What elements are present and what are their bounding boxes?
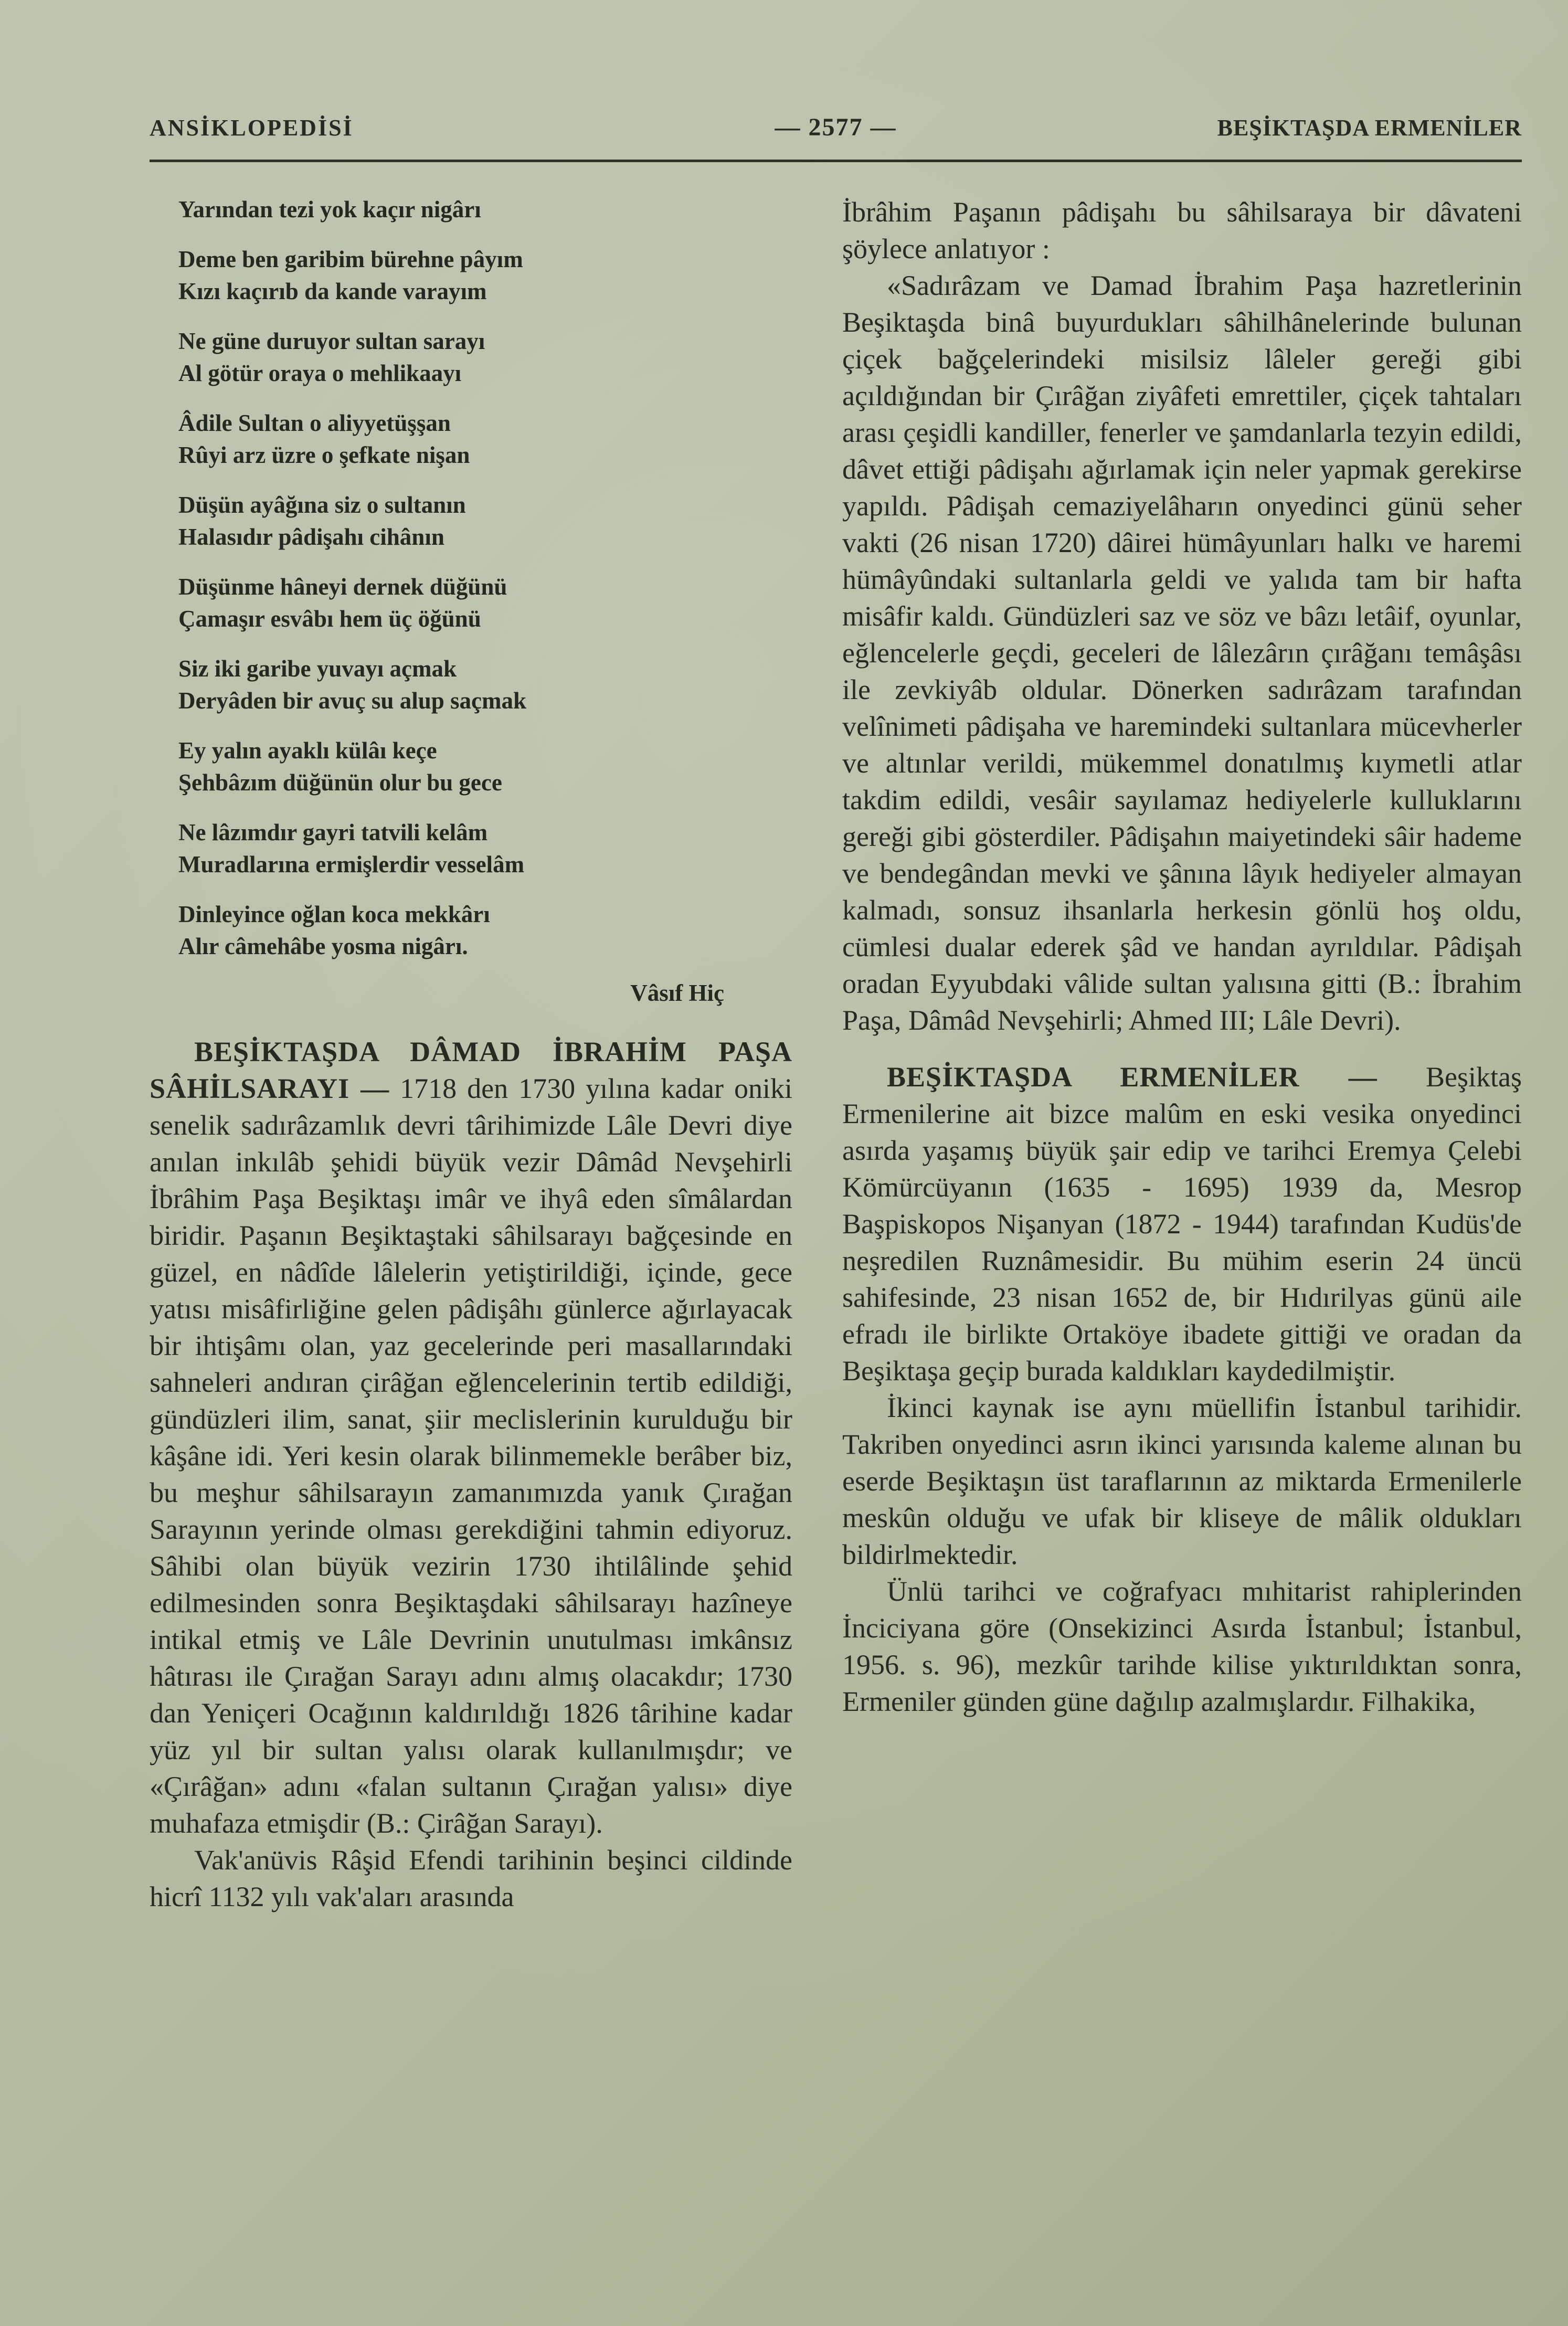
header-divider	[150, 160, 1522, 162]
poem-line: Rûyi arz üzre o şefkate nişan	[178, 442, 470, 468]
article2-text: Beşiktaş Ermenilerine ait bizce malûm en eski vesika onyedinci asırda yaşamış büyük şair edip ve tarihci Eremya Çelebi Kömürcüyanın (1635 - 1695) 1939 da, Mesrop Başpiskopos Nişanyan (1872 - 1944) tarafından Kudüs'de neşredilen Ruznâmesidir. Bu mühim eserin 24 üncü sahifesinde, 23 nisan 1652 de, bir Hıdırilyas günü aile efradı ile birlikte Ortaköye ibadete gittiği ve oradan da Beşiktaşa geçip burada kaldıkları kaydedilmiştir.	[842, 1061, 1522, 1387]
poem-line: Kızı kaçırıb da kande varayım	[178, 278, 487, 304]
poem-stanza	[178, 244, 792, 308]
article-damad-ibrahim-pasa-sahilsarayi	[150, 1033, 792, 1842]
poem-stanza	[178, 194, 792, 226]
article1-heading: BEŞİKTAŞDA DÂMAD İBRAHİM PAŞA SÂHİLSARAYI —	[150, 1036, 792, 1104]
poem-line: Ey yalın ayaklı külâı keçe	[178, 737, 437, 764]
second-source-paragraph: İkinci kaynak ise aynı müellifin İstanbul tarihidir. Takriben onyedinci asrın ikinci yarısında kaleme alınan bu eserde Beşiktaşın üst taraflarının az miktarda Ermenilerle meskûn olduğu ve ufak bir kliseye de mâlik oldukları bildirlmektedir.	[842, 1392, 1522, 1570]
poem-line: Alır câmehâbe yosma nigârı.	[178, 933, 468, 959]
continuation-paragraph: İbrâhim Paşanın pâdişahı bu sâhilsaraya bir dâvateni şöylece anlatıyor :	[842, 196, 1522, 265]
article1-text: 1718 den 1730 yılına kadar oniki senelik sadırâzamlık devri târihimizde Lâle Devri diye anılan inkılâb şehidi büyük vezir Dâmâd Nevşehirli İbrâhim Paşa Beşiktaşı imâr ve ihyâ eden sîmâlardan biridir. Paşanın Beşiktaştaki sâhilsarayı bağçesinde en güzel, en nâdîde lâlelerin yetiştirildiği, içinde, gece yatısı misâfirliğine gelen pâdişâhı günlerce ağırlayacak bir ihtişâmı olan, yaz gecelerinde peri masallarındaki sahneleri andıran çirâğan eğlencelerinin tertib edildiği, gündüzleri ilim, sanat, şiir meclislerinin kurulduğu bir kâşâne idi. Yeri kesin olarak bilinmemekle berâber biz, bu meşhur sâhilsarayın zamanımızda yanık Çırağan Sarayının yerinde olması gerekdiğini tahmin ediyoruz. Sâhibi olan büyük vezirin 1730 ihtilâlinde şehid edilmesinden sonra Beşiktaşdaki sâhilsarayı hazîneye intikal etmiş ve Lâle Devrinin unutulması imkânsız hâtırası ile Çırağan Sarayı adını almış olacakdır; 1730 dan Yeniçeri Ocağının kaldırıldığı 1826 târihine kadar yüz yıl bir sultan yalısı olarak kullanılmışdır; ve «Çırâğan» adını «falan sultanın Çırağan yalısı» diye muhafaza etmişdir (B.: Çirâğan Sarayı).	[150, 1073, 792, 1839]
poem-line: Halasıdır pâdişahı cihânın	[178, 524, 444, 550]
poem-line: Muradlarına ermişlerdir vesselâm	[178, 851, 525, 877]
poem-stanza	[178, 571, 792, 635]
poem-line: Çamaşır esvâbı hem üç öğünü	[178, 606, 481, 632]
poem-stanza	[178, 735, 792, 799]
page-header	[150, 113, 1522, 142]
poem-line: Ne güne duruyor sultan sarayı	[178, 328, 485, 354]
right-column	[842, 194, 1522, 1915]
poem	[150, 194, 792, 1009]
quotation-paragraph: «Sadırâzam ve Damad İbrahim Paşa hazretlerinin Beşiktaşda binâ buyurdukları sâhilhânelerinde bulunan çiçek bağçelerindeki misilsiz lâleler gereği gibi açıldığından bir Çırâğan ziyâfeti emrettiler, çiçek tahtaları arası çeşidli kandiller, fenerler ve şamdanlarla tezyin edildi, dâvet ettiği pâdişahı ağırlamak için neler yapmak gerekirse yapıldı. Pâdişah cemaziyelâharın onyedinci günü seher vakti (26 nisan 1720) dâirei hümâyunları halkı ve haremi hümâyûndaki sultanlarla geldi ve yalıda tam bir hafta misâfir kaldı. Gündüzleri saz ve söz ve bâzı letâif, oyunlar, eğlencelerle geçdi, geceleri de lâlezârın çırâğanı temâşâsı ile zevkiyâb oldular. Dönerken sadırâzam tarafından velînimeti pâdişaha ve haremindeki sultanlara mücevherler ve altınlar verildi, mükemmel donatılmış kıymetli atlar takdim edildi, vesâir sayılamaz hediyelerle kulluklarını gereği gibi gösterdiler. Pâdişahın maiyetindeki sâir hademe ve bendegândan mevki ve şânına lâyık hediyeler almayan kalmadı, sonsuz ihsanlarla herkesin gönlü hoş oldu, cümlesi dualar ederek şâd ve handan ayrıldılar. Pâdişah oradan Eyyubdaki vâlide sultan yalısına gitti (B.: İbrahim Paşa, Dâmâd Nevşehirli; Ahmed III; Lâle Devri).	[842, 270, 1522, 1036]
left-column	[150, 194, 792, 1915]
poem-stanza	[178, 898, 792, 963]
poem-line: Al götür oraya o mehlikaayı	[178, 360, 462, 386]
text-columns	[150, 194, 1522, 1915]
poem-line: Âdile Sultan o aliyyetüşşan	[178, 410, 451, 436]
poem-stanza	[178, 407, 792, 471]
poem-line: Deme ben garibim bürehne pâyım	[178, 246, 523, 272]
poem-line: Düşün ayâğına siz o sultanın	[178, 492, 466, 518]
poem-line: Yarından tezi yok kaçır nigârı	[178, 196, 481, 223]
left-column-paragraph: Vak'anüvis Râşid Efendi tarihinin beşinci cildinde hicrî 1132 yılı vak'aları arasında	[150, 1844, 792, 1912]
poem-line: Siz iki garibe yuvayı açmak	[178, 655, 457, 682]
journal-title: ANSİKLOPEDİSİ	[150, 115, 354, 141]
poem-line: Ne lâzımdır gayri tatvili kelâm	[178, 819, 488, 845]
poem-stanza	[178, 653, 792, 717]
running-title: BEŞİKTAŞDA ERMENİLER	[1217, 115, 1522, 141]
poem-line: Dinleyince oğlan koca mekkârı	[178, 901, 490, 927]
third-source-paragraph: Ünlü tarihci ve coğrafyacı mıhitarist rahiplerinden İnciciyana göre (Onsekizinci Asırda İstanbul; İstanbul, 1956. s. 96), mezkûr tarihde kilise yıktırıldıktan sonra, Ermeniler günden güne dağılıp azalmışlardır. Filhakika,	[842, 1576, 1522, 1717]
poem-stanza	[178, 817, 792, 881]
poem-line: Deryâden bir avuç su alup saçmak	[178, 688, 527, 714]
poem-line: Düşünme hâneyi dernek düğünü	[178, 574, 507, 600]
poem-stanza	[178, 325, 792, 389]
article-besiktasda-ermeniler	[842, 1059, 1522, 1389]
article2-heading: BEŞİKTAŞDA ERMENİLER —	[887, 1061, 1378, 1093]
poem-line: Şehbâzım düğünün olur bu gece	[178, 769, 502, 796]
poem-signature: Vâsıf Hiç	[630, 980, 724, 1006]
page-number: — 2577 —	[775, 113, 897, 141]
poem-stanza	[178, 489, 792, 553]
